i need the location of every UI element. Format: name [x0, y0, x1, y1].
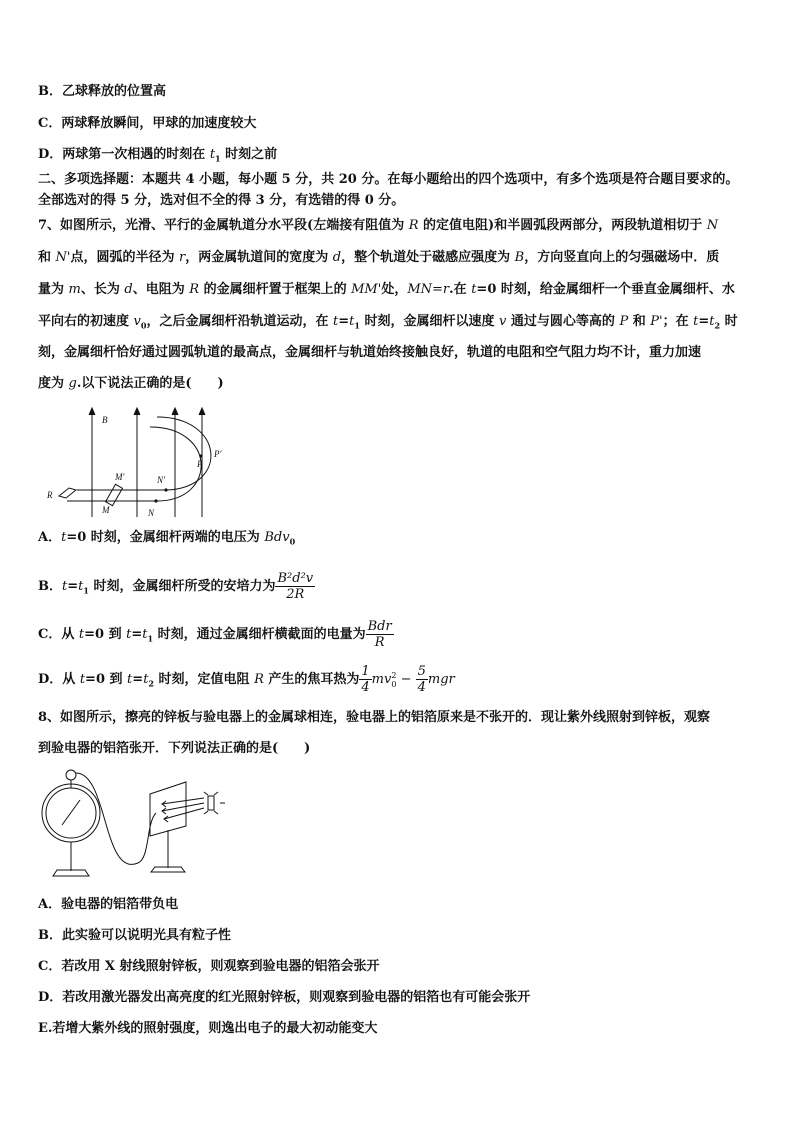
label-pp: P': [214, 449, 222, 459]
label-n: N: [148, 508, 155, 518]
q7-stem-line4: 平向右的初速度 $v_0$，之后金属细杆沿轨道运动，在 $t=t_1$ 时刻，金属细杆以速度 v 通过与圆心等高的 P 和 P'；在 $t=t_2$ 时: [38, 314, 738, 331]
q7-stem-line6: 度为 g.以下说法正确的是( ): [38, 376, 224, 391]
q7-option-c: C．从 t=0 到 $t=t_1$ 时刻，通过金属细杆横截面的电量为 $\frac{\text{Bdr}}{R}$: [38, 619, 392, 650]
q7-stem-line2: 和 N'点，圆弧的半径为 r，两金属轨道间的宽度为 d，整个轨道处于磁感应强度为 B，方向竖直向上的匀强磁场中．质: [38, 250, 720, 265]
field-arrow: [199, 408, 205, 415]
fraction: $\frac{\text{B²d²v}}{2R}$: [277, 571, 314, 602]
q7-option-b: B．$t=t_1$ 时刻，金属细杆所受的安培力为 $\frac{\text{B²d²v}}{2R}$: [38, 571, 314, 602]
fraction: $\frac{5}{4}$: [417, 664, 426, 695]
fraction: $\frac{1}{4}$: [361, 664, 370, 695]
q6-option-c: C．两球释放瞬间，甲球的加速度较大: [38, 116, 257, 131]
q8-option-c: C．若改用 X 射线照射锌板，则观察到验电器的铝箔会张开: [38, 959, 380, 974]
point-n: [154, 499, 157, 502]
point-np: [164, 488, 167, 491]
q8-stem-line2: 到验电器的铝箔张开．下列说法正确的是( ): [38, 741, 311, 756]
uv-ray: [162, 798, 204, 804]
point-p: [199, 454, 202, 457]
section-header-line2: 全部选对的得 5 分，选对但不全的得 3 分，有选错的得 0 分。: [38, 193, 405, 208]
metal-rod: [106, 484, 123, 505]
q6-option-b: B．乙球释放的位置高: [38, 84, 166, 99]
q8-option-b: B．此实验可以说明光具有粒子性: [38, 928, 231, 943]
q6-option-d: D．两球第一次相遇的时刻在 $t_1$ 时刻之前: [38, 147, 278, 164]
uv-lamp: [208, 796, 214, 810]
q7-rail-figure: [42, 405, 242, 523]
label-mp: M': [115, 472, 125, 482]
label-p: P: [197, 459, 203, 469]
q7-stem-line3: 量为 m、长为 d、电阻为 R 的金属细杆置于框架上的 MM'处，MN=r.在 t=0 时刻，给金属细杆一个垂直金属细杆、水: [38, 282, 735, 297]
q7-option-a: A．t=0 时刻，金属细杆两端的电压为 Bdv$_0$: [38, 530, 296, 547]
q8-option-e: E.若增大紫外线的照射强度，则逸出电子的最大初动能变大: [38, 1021, 378, 1036]
field-arrow: [134, 408, 140, 415]
field-arrow: [89, 408, 95, 415]
q8-option-a: A．验电器的铝箔带负电: [38, 897, 179, 912]
q7-stem-line5: 刻，金属细杆恰好通过圆弧轨道的最高点，金属细杆与轨道始终接触良好，轨道的电阻和空气阻力均不计，重力加速: [38, 345, 702, 360]
q8-electroscope-figure: [38, 768, 243, 884]
section-header-line1: 二、多项选择题：本题共 4 小题，每小题 5 分，共 20 分。在每小题给出的四个选项中，有多个选项是符合题目要求的。: [38, 172, 739, 187]
zinc-plate: [150, 782, 186, 836]
q7-stem-line1: 7、如图所示，光滑、平行的金属轨道分水平段(左端接有阻值为 R 的定值电阻)和半圆弧段两部分，两段轨道相切于 N: [38, 218, 719, 233]
label-np: N': [157, 475, 165, 485]
metal-ball: [66, 770, 76, 780]
foil: [62, 800, 80, 825]
q8-stem-line1: 8、如图所示，擦亮的锌板与验电器上的金属球相连，验电器上的铝箔原来是不张开的．现让紫外线照射到锌板，观察: [38, 710, 711, 725]
fraction: $\frac{\text{Bdr}}{R}$: [367, 619, 392, 650]
q8-option-d: D．若改用激光器发出高亮度的红光照射锌板，则观察到验电器的铝箔也有可能会张开: [38, 990, 531, 1005]
label-m: M: [102, 505, 110, 515]
resistor: [59, 488, 76, 498]
q7-option-d: D．从 t=0 到 $t=t_2$ 时刻，定值电阻 R 产生的焦耳热为 $\frac{1}{4}$ mv 2 0 − $\frac{5}{4}$ mgr: [38, 664, 455, 695]
label-b: B: [102, 415, 108, 425]
field-arrow: [172, 408, 178, 415]
wire: [76, 773, 156, 864]
label-r: R: [47, 490, 53, 500]
